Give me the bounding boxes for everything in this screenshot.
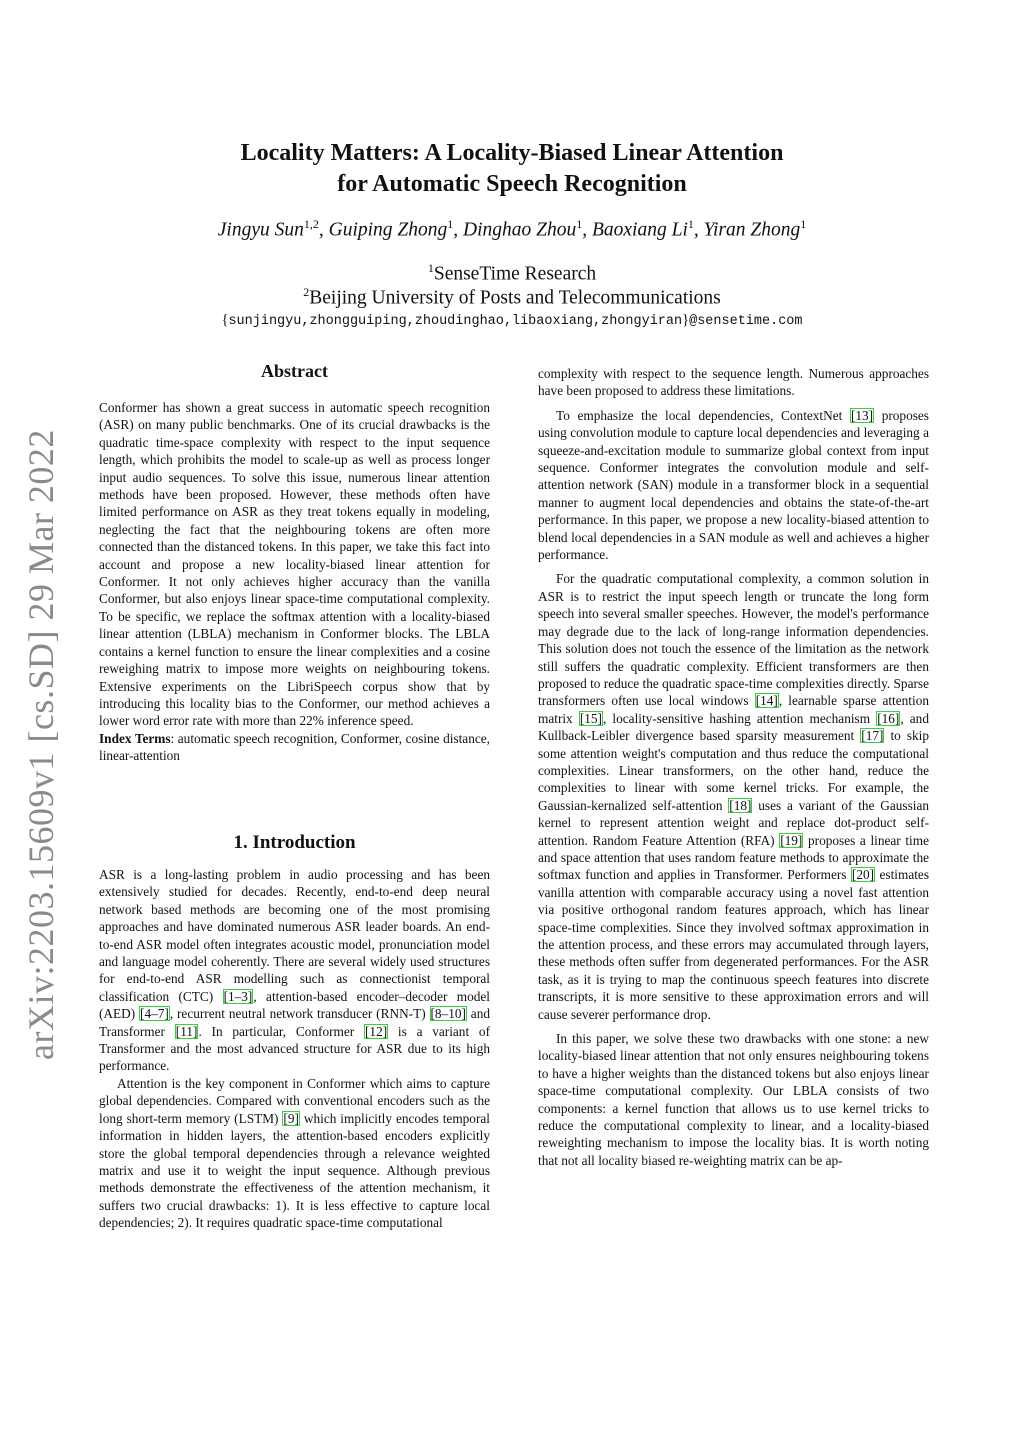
intro-paragraph-2: [99, 1075, 490, 1232]
citation-link[interactable]: [17]: [861, 728, 884, 744]
citation-link[interactable]: [18]: [729, 797, 752, 813]
abstract-text: Conformer has shown a great success in automatic speech recognition (ASR) on many public benchmarks. One of its crucial drawbacks is the quadratic time-space complexity with respect to the input sequence length, which prohibits the model to scale-up as well as process longer input audio sequences. To solve this issue, numerous linear attention methods have been proposed. However, these methods often have limited performance on ASR as they treat tokens equally in modeling, neglecting the fact that the neighbouring tokens are often more connected than the distanced tokens. In this paper, we take this fact into account and propose a new locality-biased linear attention for Conformer. It not only achieves higher accuracy than the vanilla Conformer, but also enjoys linear space-time computational complexity. To be specific, we replace the softmax attention with a locality-biased linear attention (LBLA) mechanism in Conformer blocks. The LBLA contains a kernel function to ensure the linear complexities and a cosine reweighing matrix to impose more weights on neighbouring tokens. Extensive experiments on the LibriSpeech corpus show that by introducing this locality bias to the Conformer, our method achieves a lower word error rate with more than 22% inference speed.: [99, 400, 490, 729]
email-brace-close: }: [682, 312, 690, 328]
author-affiliation-mark: 1: [800, 217, 807, 231]
citation-link[interactable]: [15]: [579, 710, 602, 726]
author-name: Dinghao Zhou: [463, 219, 577, 241]
text-run: , locality-sensitive hashing attention mechanism: [602, 710, 877, 726]
text-run: , recurrent neutral network transducer (RNN-T): [169, 1006, 430, 1022]
author-emails: [0, 312, 1024, 329]
email-usernames: sunjingyu,zhongguiping,zhoudinghao,libaoxiang,zhongyiran: [228, 314, 683, 329]
section-heading-introduction: 1. Introduction: [233, 832, 356, 853]
affiliation-2: [0, 285, 1024, 310]
author-name: Guiping Zhong: [328, 219, 448, 241]
intro-paragraph-5: [538, 570, 929, 1023]
text-run: , attention-based encoder–decoder model (AED): [99, 988, 490, 1022]
abstract-heading: Abstract: [261, 361, 328, 381]
citation-link[interactable]: [14]: [755, 693, 778, 709]
author-name: Yiran Zhong: [703, 219, 801, 241]
index-terms-label: Index Terms: [99, 730, 171, 746]
text-run: to skip some attention weight's computation and thus reduce the computational complexities. Linear transformers, on the other hand, reduce the complexities to linear with some kernel tricks. For example, the Gaussian-kernalized self-attention: [538, 728, 929, 813]
intro-paragraph-6: In this paper, we solve these two drawbacks with one stone: a new locality-biased linear attention that not only ensures neighbouring tokens to have a higher weights than the distanced tokens but also enjoys linear space-time computational complexity. Our LBLA consists of two components: a kernel function that allows us to use kernel tricks to reduce the computational complexity to linear, and a locality-biased reweighting mechanism to impose the locality bias. It is worth noting that not all locality biased re-weighting matrix can be ap-: [538, 1031, 929, 1168]
citation-link[interactable]: [9]: [283, 1110, 299, 1126]
text-run: and Transformer: [99, 1006, 490, 1039]
text-run: . In particular, Conformer: [198, 1023, 364, 1039]
text-run: To emphasize the local dependencies, ContextNet: [556, 407, 850, 423]
intro-paragraph-4: [538, 407, 929, 564]
text-run: , learnable sparse attention matrix: [538, 693, 929, 726]
text-run: is a variant of Transformer and the most advanced structure for ASR due to its high performance.: [99, 1023, 491, 1074]
title-line-1: Locality Matters: A Locality-Biased Linear Attention: [240, 140, 784, 166]
citation-link[interactable]: [11]: [175, 1023, 198, 1039]
author-name: Baoxiang Li: [591, 219, 688, 241]
intro-paragraph-1: [99, 866, 490, 1075]
citation-link[interactable]: [12]: [365, 1023, 388, 1039]
text-run: uses a variant of the Gaussian kernel to represent attention weight and replace dot-product self-attention. Random Feature Attention (RFA): [538, 797, 929, 848]
email-domain: @sensetime.com: [689, 314, 803, 329]
citation-link[interactable]: [4–7]: [140, 1006, 169, 1022]
citation-link[interactable]: [1–3]: [223, 988, 253, 1004]
author-affiliation-mark: 1: [687, 217, 694, 231]
text-run: which implicitly encodes temporal information in hidden layers, the attention-based encoders explicitly store the global temporal dependencies through a relevance weighted matrix and use it to weight the input sequence. Although previous methods demonstrate the effectiveness of the attention mechanism, it suffers two crucial drawbacks: 1). It is less effective to capture local dependencies; 2). It requires quadratic space-time computational: [99, 1110, 490, 1231]
abstract-body: [99, 399, 490, 765]
author-affiliation-mark: 1,2: [303, 217, 319, 231]
right-column-body: [538, 365, 929, 1169]
text-run: estimates vanilla attention with comparable accuracy using a novel fast attention via positive orthogonal random features approach, which has linear space-time complexities. Since they involved softmax approximation in the attention process, and these errors may accumulated through layers, these methods often suffer from degenerated performances. For the ASR task, as it is trying to map the continuous speech features into discrete transcripts, it is more sensitive to these approximation errors and will cause severer performance drop.: [538, 867, 929, 1022]
author-affiliation-mark: 1: [576, 217, 583, 231]
email-brace-open: {: [221, 312, 229, 328]
text-run: , and Kullback-Leibler divergence based sparsity measurement: [538, 710, 929, 744]
index-terms: [99, 730, 490, 765]
citation-link[interactable]: [16]: [877, 710, 900, 726]
text-run: For the quadratic computational complexity, a common solution in ASR is to restrict the input speech length or truncate the long form speech into several smaller speeches. However, the model's performance may degrade due to the lack of long-range information dependencies. This solution does not touch the essence of the limitation as the network still suffers the quadratic complexity. Efficient transformers are then proposed to reduce the quadratic space-time complexities directly. Sparse transformers often use local windows: [538, 571, 929, 709]
text-run: ASR is a long-lasting problem in audio processing and has been extensively studied for decades. Recently, end-to-end deep neural network based methods are becoming one of the most promising approaches and have dominated numerous ASR leader boards. An end-to-end ASR model often integrates acoustic model, pronunciation model and language model coherently. There are several widely used structures for end-to-end ASR modelling such as connectionist temporal classification (CTC): [99, 867, 490, 1004]
affiliation-name: Beijing University of Posts and Telecommunications: [309, 287, 721, 309]
citation-link[interactable]: [20]: [851, 867, 875, 883]
index-terms-text: : automatic speech recognition, Conformer, cosine distance, linear-attention: [99, 730, 490, 764]
affiliation-1: [0, 261, 1024, 286]
title-line-2: for Automatic Speech Recognition: [337, 171, 687, 197]
affiliation-mark: 2: [303, 285, 310, 299]
text-run: proposes a linear time and space attention that uses random feature methods to approximate the softmax function and applies in Transformer. Performers: [538, 832, 929, 883]
author-name: Jingyu Sun: [217, 219, 304, 241]
text-run: Attention is the key component in Conformer which aims to capture global dependencies. Compared with conventional encoders such as the long short-term memory (LSTM): [99, 1075, 490, 1126]
text-run: proposes using convolution module to capture local dependencies and leveraging a squeeze-and-excitation module to summarize global context from input sequence. Conformer integrates the convolution module and self-attention network (SAN) module in a transformer block in a sequential manner to augment local dependencies and obtains the state-of-the-art performance. In this paper, we propose a new locality-biased attention to blend local dependencies in a SAN module as well and achieves a higher performance.: [538, 407, 929, 563]
citation-link[interactable]: [13]: [850, 407, 874, 423]
citation-link[interactable]: [19]: [780, 832, 803, 848]
affiliation-name: SenseTime Research: [433, 263, 597, 285]
paper-title: [0, 138, 1024, 200]
arxiv-stamp: arXiv:2203.15609v1 [cs.SD] 29 Mar 2022: [21, 429, 61, 1060]
affiliation-mark: 1: [427, 261, 434, 275]
intro-paragraph-3: complexity with respect to the sequence length. Numerous approaches have been proposed to address these limitations.: [538, 366, 929, 399]
author-affiliation-mark: 1: [447, 217, 454, 231]
citation-link[interactable]: [8–10]: [430, 1006, 466, 1022]
introduction-body: [99, 866, 490, 1232]
author-list: Jingyu Sun$^{1,2}$, Guiping Zhong$^1$, Dinghao Zhou$^1$, Baoxiang Li$^1$, Yiran Zhong$^1$: [217, 217, 807, 241]
